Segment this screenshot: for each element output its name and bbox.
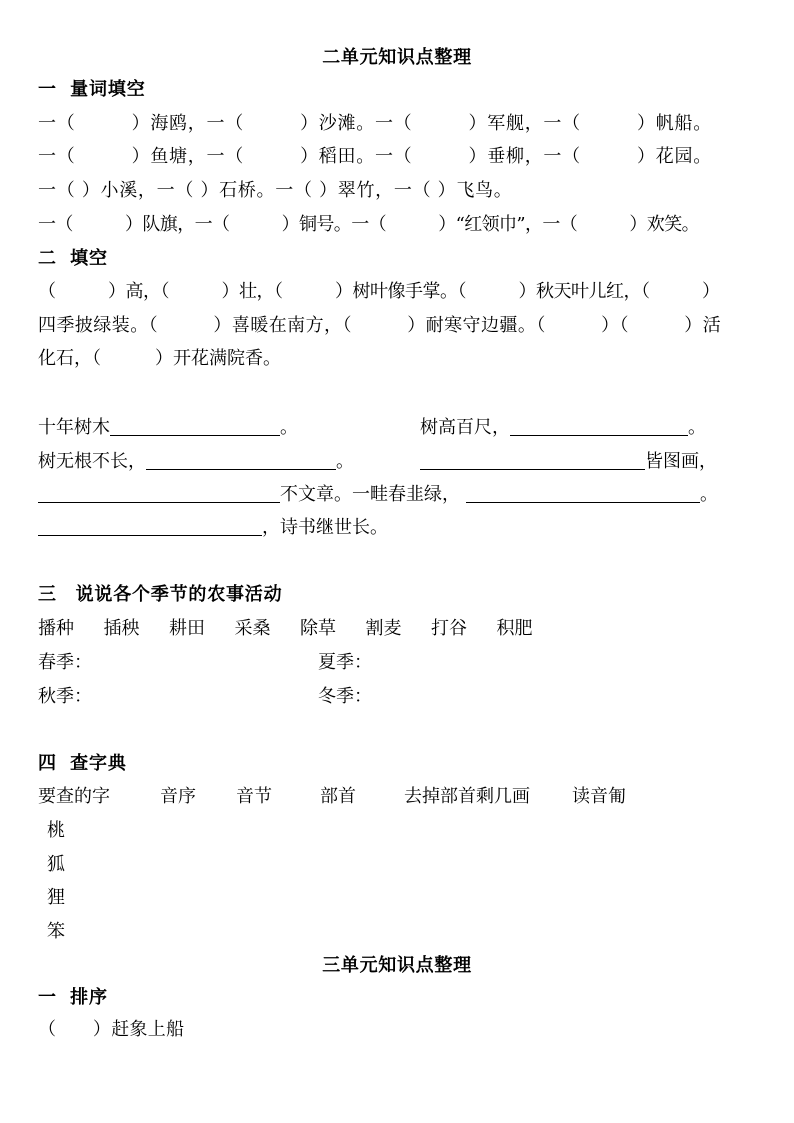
proverb-text: 皆图画， — [645, 451, 717, 472]
proverb-text: 十年树木 — [38, 417, 110, 438]
activity-item: 插秧 — [103, 618, 140, 639]
proverb-text: 。 — [688, 417, 706, 438]
activity-item: 耕田 — [169, 618, 205, 639]
proverb-text: 。 — [700, 484, 718, 505]
lookup-character: 笨 — [47, 921, 65, 942]
lookup-character: 狐 — [47, 854, 65, 875]
table-header-cell: 部首 — [320, 786, 356, 807]
proverb-item — [38, 485, 718, 505]
measure-word-line: 一（ ）队旗，一（ ）铜号。一（ ）“红领巾”，一（ ）欢笑。 — [38, 214, 700, 235]
answer-blank — [38, 501, 280, 503]
proverb-text: 。 — [280, 417, 298, 438]
answer-blank — [38, 534, 262, 536]
season-winter-label: 冬季： — [318, 686, 372, 707]
activity-item: 采桑 — [234, 618, 271, 639]
activity-item: 积肥 — [496, 618, 533, 639]
fill-blank-line: 四季披绿装。（ ）喜暖在南方，（ ）耐寒守边疆。（ ）（ ）活 — [38, 315, 722, 336]
proverb-item — [420, 452, 717, 472]
proverb-text: 树无根不长， — [38, 451, 146, 472]
proverb-item — [420, 418, 706, 438]
answer-blank — [466, 501, 700, 503]
proverb-text: ，诗书继世长。 — [262, 517, 388, 538]
activity-list — [38, 619, 533, 639]
proverb-item — [38, 418, 298, 438]
section-heading-measure-words: 一 量词填空 — [38, 79, 146, 100]
answer-blank — [146, 468, 336, 470]
section-heading-ordering: 一 排序 — [38, 987, 108, 1008]
answer-blank — [420, 468, 645, 470]
table-header-cell: 去掉部首剩几画 — [404, 786, 530, 807]
season-autumn-label: 秋季： — [38, 686, 92, 707]
activity-item: 打谷 — [431, 618, 467, 639]
proverb-item — [38, 518, 388, 538]
measure-word-line: 一（ ）鱼塘，一（ ）稻田。一（ ）垂柳，一（ ）花园。 — [38, 146, 712, 167]
proverb-item — [38, 452, 354, 472]
proverb-text: 。 — [336, 451, 354, 472]
page-title: 二单元知识点整理 — [322, 47, 472, 68]
ordering-item: （ ）赶象上船 — [38, 1019, 185, 1040]
table-header-cell: 音序 — [160, 786, 196, 807]
activity-item: 除草 — [300, 618, 336, 639]
proverb-text: 一畦春韭绿， — [352, 484, 460, 505]
section-heading-farming: 三 说说各个季节的农事活动 — [38, 584, 283, 605]
section-heading-dictionary: 四 查字典 — [38, 753, 127, 774]
table-header-cell: 读音匍 — [572, 786, 626, 807]
proverb-text: 树高百尺， — [420, 417, 510, 438]
proverb-text: 不文章。 — [280, 484, 352, 505]
activity-item: 播种 — [38, 618, 74, 639]
season-summer-label: 夏季： — [318, 652, 372, 673]
section-heading-fill-blanks: 二 填空 — [38, 248, 108, 269]
answer-blank — [510, 434, 688, 436]
lookup-character: 狸 — [47, 887, 65, 908]
table-header-cell: 要查的字 — [38, 786, 110, 807]
lookup-character: 桃 — [47, 820, 65, 841]
season-spring-label: 春季： — [38, 652, 92, 673]
answer-blank — [110, 434, 280, 436]
measure-word-line: 一（ ）海鸥，一（ ）沙滩。一（ ）军舰，一（ ）帆船。 — [38, 113, 712, 134]
measure-word-line: 一（ ）小溪，一（ ）石桥。一（ ）翠竹，一（ ）飞鸟。 — [38, 180, 513, 201]
fill-blank-line: （ ）高，（ ）壮，（ ）树叶像手掌。（ ）秋天叶儿红，（ ） — [38, 281, 720, 302]
fill-blank-line: 化石，（ ）开花满院香。 — [38, 348, 281, 369]
table-header-cell: 音节 — [236, 786, 272, 807]
activity-item: 割麦 — [365, 618, 402, 639]
unit3-title: 三单元知识点整理 — [322, 955, 472, 976]
